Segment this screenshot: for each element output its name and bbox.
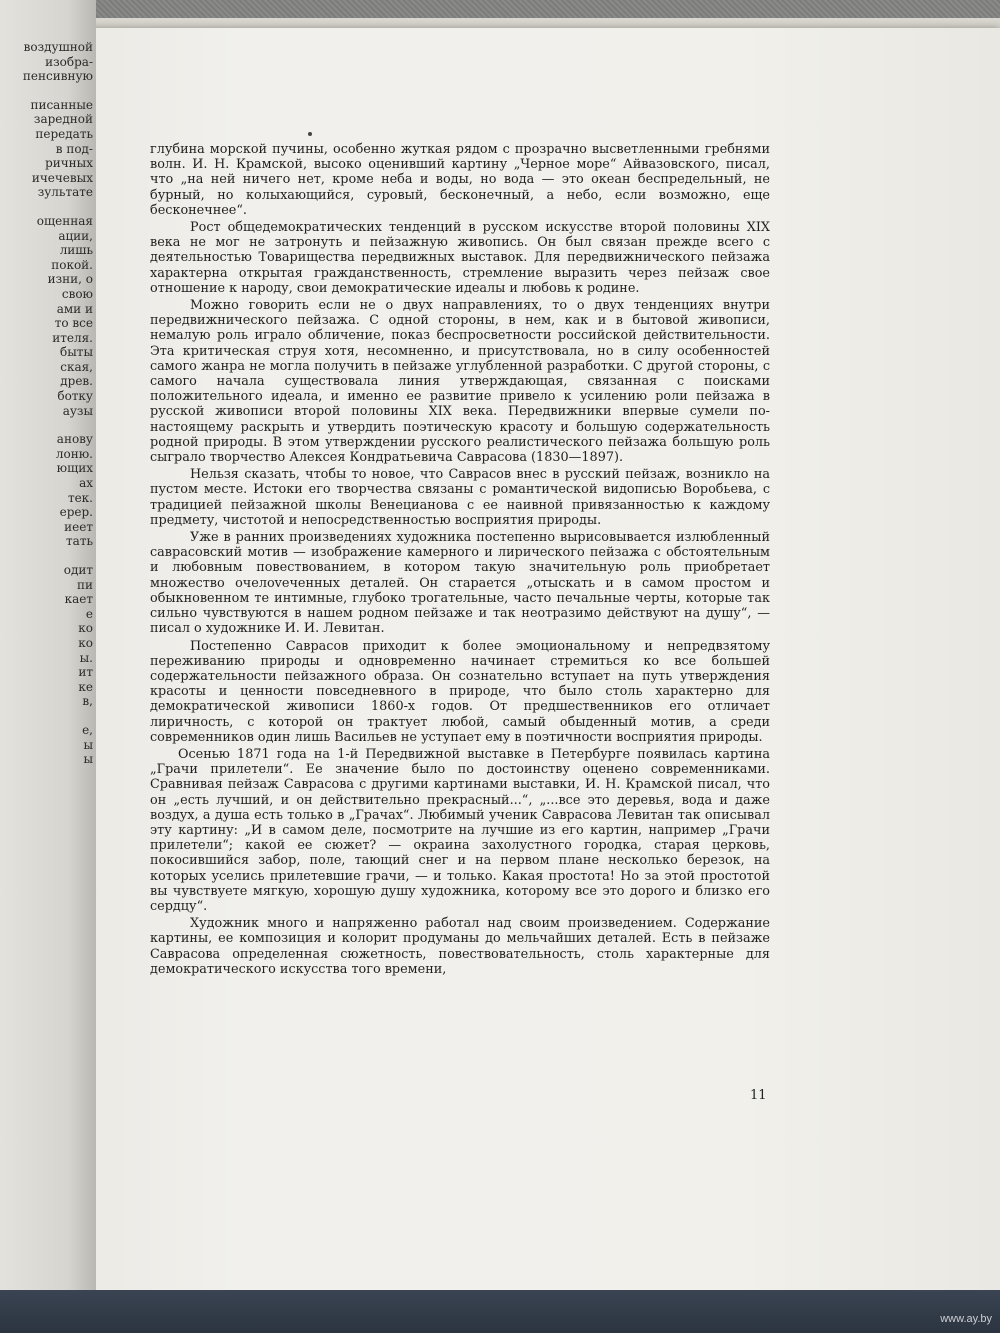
left-page-line: в, [82,694,93,709]
left-page-line: ричных [45,156,93,171]
left-page-line: тать [66,534,93,549]
left-page-line: ерер. [59,505,93,520]
left-page-line: ах [79,476,93,491]
paragraph: Постепенно Саврасов приходит к более эмоциональному и непредвзятому переживанию природы и одновременно начинает стремиться ко все большей содержательности пейзажного образа. Он сознательно вступает на путь утверждения красоты и ценности повседневного в природе, что было столь характерно для демократической живописи 1860-х годов. От предшественников его отличает лиричность, с которой он трактует любой, самый обыденный мотив, а среди современников один лишь Васильев не уступает ему в поэтичности восприятия природы. [150,638,770,745]
paragraph: Осенью 1871 года на 1-й Передвижной выставке в Петербурге появилась картина „Грачи прилетели“. Ее значение было по достоинству оценено современниками. Сравнивая пейзаж Саврасова с другими картинами выставки, И. Н. Крамской писал, что он „есть лучший, и он действительно прекрасный...“, „...все это деревья, вода и даже воздух, а душа есть только в „Грачах“. Любимый ученик Саврасова Левитан так описывал эту картину: „И в самом деле, посмотрите на лучшие из его картин, например „Грачи прилетели“; какой ее сюжет? — окраина захолустного городка, старая церковь, покосившийся забор, поле, тающий снег и на первом плане несколько березок, на которых уселись прилетевшие грачи, — и только. Какая простота! Но за этой простотой вы чувствуете мягкую, хорошую душу художника, которому все это дорого и близко его сердцу“. [150,746,770,914]
left-page-gap [0,549,93,563]
table-surface [0,1290,1000,1333]
left-page-line: ичечевых [31,170,93,185]
left-page-line: лоню. [55,446,93,461]
left-page-line: ко [78,635,93,650]
left-page-line: ит [78,665,93,680]
left-page-gap [0,418,93,432]
left-page [0,0,96,1290]
watermark: www.ay.by [940,1313,992,1325]
left-page-line: пенсивную [22,69,93,84]
left-page-line: древ. [60,374,93,389]
left-page-line: ющих [56,461,93,476]
left-page-line: е, [82,722,93,737]
left-page-line: е [85,606,93,621]
left-page-line: тек. [67,490,93,505]
paragraph: Рост общедемократических тенденций в русском искусстве второй половины XIX века не мог не затронуть и пейзажную живопись. Он был связан прежде всего с деятельностью Товарищества передвижных выставок. Для передвижнического пейзажа характерна открытая гражданственность, стремление выразить через пейзаж свое отношение к народу, свои демократические идеалы и любовь к родине. [150,220,770,296]
main-text-column [150,142,770,979]
left-page-line: изни, о [47,272,93,287]
left-page-line: кает [64,592,93,607]
left-page-line: ации, [58,228,93,243]
left-page-line: то все [54,316,93,331]
left-page-line: быты [60,345,93,360]
left-page-line: заредной [33,112,93,127]
left-page-gap [0,709,93,723]
left-page-line: воздушной [23,40,93,54]
left-page-line: ы. [79,650,93,665]
left-page-line: ко [78,621,93,636]
left-page-line: ская, [60,359,93,374]
left-page-line: лишь [59,243,93,258]
left-page-line: писанные [30,97,93,112]
left-page-line: ощенная [36,213,93,228]
left-page-line: анову [56,432,93,447]
left-page-line: пи [77,577,93,592]
left-page-line: одит [63,563,93,577]
left-page-line: свою [61,286,93,301]
left-page-line: ителя. [52,330,93,345]
left-page-line: ке [78,679,93,694]
left-page-line: ы [83,752,93,767]
left-page-line: ботку [57,389,93,404]
paragraph: Художник много и напряженно работал над своим произведением. Содержание картины, ее композиция и колорит продуманы до мельчайших деталей. Есть в пейзаже Саврасова определенная сюжетность, повествовательность, столь характерные для демократического искусства того времени, [150,916,770,977]
paragraph: Можно говорить если не о двух направлениях, то о двух тенденциях внутри передвижнического пейзажа. С одной стороны, в нем, как и в бытовой живописи, немалую роль играло обличение, показ беспросветности российской действительности. Эта критическая струя хотя, несомненно, и присутствовала, но в силу особенностей самого жанра не могла получить в пейзаже углубленной разработки. С другой стороны, с самого начала существовала линия утверждающая, связанная с поисками положительного идеала, и именно ее развитие привело к усилению роли пейзажа в русской живописи второй половины XIX века. Передвижники впервые сумели по-настоящему раскрыть и утвердить поэтическую красоту и большую содержательность родной природы. В этом утверждении русского реалистического пейзажа большую роль сыграло творчество Алексея Кондратьевича Саврасова (1830—1897). [150,298,770,466]
left-page-line: аузы [62,403,93,418]
left-page-line: в под- [55,141,93,156]
left-page-text-fragments [0,40,93,767]
left-page-line: покой. [51,257,93,272]
left-page-line: зультате [37,185,93,200]
page-number: 11 [750,1088,767,1103]
paragraph: глубина морской пучины, особенно жуткая рядом с прозрачно высветленными гребнями волн. И. Н. Крамской, высоко оценивший картину „Черное море“ Айвазовского, писал, что „на ней ничего нет, кроме неба и воды, но вода — это океан беспредельный, не бурный, но колыхающийся, суровый, бесконечный, а небо, если возможно, еще бесконечнее“. [150,142,770,218]
paragraph: Уже в ранних произведениях художника постепенно вырисовывается излюбленный саврасовский мотив — изображение камерного и лирического пейзажа с обстоятельным и любовным повествованием, в котором такую значительную роль приобретает множество очелovеченных деталей. Он старается „отыскать и в самом простом и обыкновенном те интимные, глубоко трогательные, часто печальные черты, которые так сильно чувствуются в нашем родном пейзаже и так неотразимо действуют на душу“, — писал о художнике И. И. Левитан. [150,530,770,637]
left-page-line: изобра- [45,54,93,69]
left-page-line: ы [83,737,93,752]
left-page-line: иеет [64,519,93,534]
printing-dot [308,132,312,136]
left-page-line: ами и [56,301,93,316]
paragraph: Нельзя сказать, чтобы то новое, что Саврасов внес в русский пейзаж, возникло на пустом месте. Истоки его творчества связаны с романтической видописью Воробьева, с традицией пейзажной школы Венецианова с ее наивной привязанностью к каждому предмету, чистотой и непосредственностью восприятия природы. [150,467,770,528]
left-page-line: передать [35,126,93,141]
left-page-gap [0,200,93,214]
left-page-gap [0,84,93,98]
